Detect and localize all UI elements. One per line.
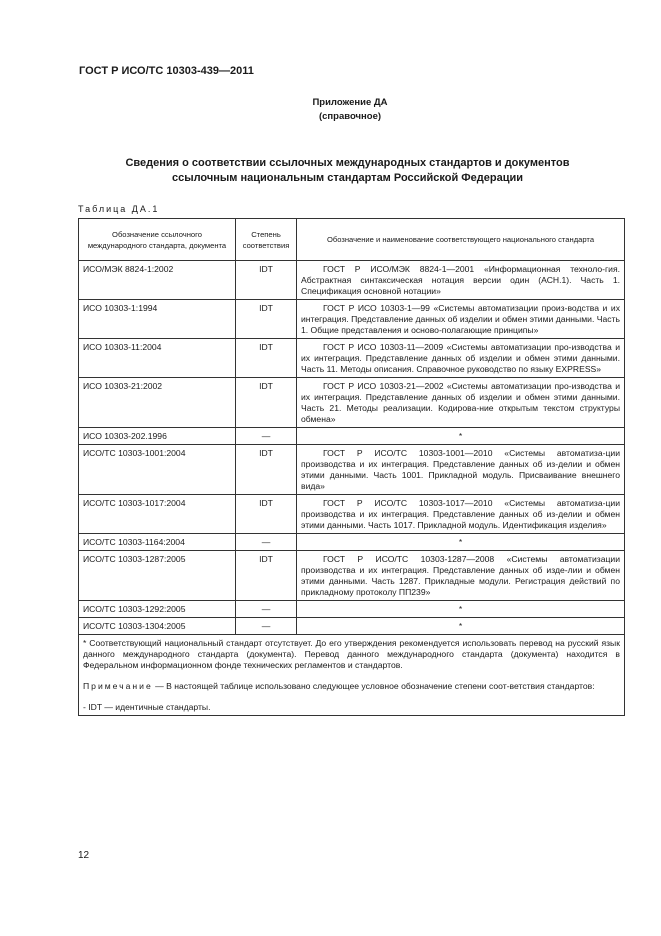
cell-national-text: ГОСТ Р ИСО 10303-21—2002 «Системы автоматизации про-изводства и их интеграция. Представление данных об изделии и обмен этими данными. Часть 21. Методы реализации. Кодирова-ние открытым текстом структуры обмена» xyxy=(301,381,620,424)
table-row xyxy=(79,378,625,428)
title-line-1: Сведения о соответствии ссылочных международных стандартов и документов xyxy=(125,157,570,169)
note-item: - IDT — идентичные стандарты. xyxy=(83,702,211,712)
cell-reference: ИСО/ТС 10303-1001:2004 xyxy=(79,445,236,495)
cell-degree: — xyxy=(236,428,297,445)
note-label: Примечание xyxy=(83,681,153,691)
table-label: Таблица ДА.1 xyxy=(78,204,160,214)
cell-national-text: ГОСТ Р ИСО/ТС 10303-1287—2008 «Системы автоматизации производства и их интеграция. Представление данных об изде-лии и обмен этими данными. Часть 1287. Прикладные модули. Регистрация действий по прикладному протоколу ПП239» xyxy=(301,554,620,597)
note-paragraph xyxy=(83,681,620,692)
cell-degree: IDT xyxy=(236,445,297,495)
table-row xyxy=(79,534,625,551)
cell-national-text: ГОСТ Р ИСО 10303-11—2009 «Системы автоматизации про-изводства и их интеграция. Представление данных об изделии и обмен этими данными. Часть 11. Методы описания. Справочное руководство по языку EXPRESS» xyxy=(301,342,620,374)
table-footnote xyxy=(79,635,625,716)
cell-national xyxy=(297,495,625,534)
cell-reference: ИСО 10303-1:1994 xyxy=(79,300,236,339)
cell-reference: ИСО 10303-21:2002 xyxy=(79,378,236,428)
table-footnote-row xyxy=(79,635,625,716)
cell-national xyxy=(297,339,625,378)
table-row xyxy=(79,495,625,534)
cell-national: * xyxy=(297,601,625,618)
appendix-heading xyxy=(250,96,450,124)
cell-national: * xyxy=(297,618,625,635)
footnote-text: * Соответствующий национальный стандарт отсутствует. До его утверждения рекомендуется использовать перевод на русский язык данного международного стандарта (документа). Перевод данного международного стандарта (документа) находится в Федеральном информационном фонде технических регламентов и стандартов. xyxy=(83,638,620,670)
cell-national: * xyxy=(297,428,625,445)
table-row xyxy=(79,551,625,601)
cell-reference: ИСО/ТС 10303-1287:2005 xyxy=(79,551,236,601)
cell-degree: IDT xyxy=(236,300,297,339)
note-text: — В настоящей таблице использовано следующее условное обозначение степени соот-ветствия стандартов: xyxy=(152,681,595,691)
header-reference: Обозначение ссылочного международного стандарта, документа xyxy=(79,219,236,261)
cell-national xyxy=(297,300,625,339)
table-row xyxy=(79,445,625,495)
cell-reference: ИСО 10303-11:2004 xyxy=(79,339,236,378)
cell-national-text: ГОСТ Р ИСО/МЭК 8824-1—2001 «Информационная техноло-гия. Абстрактная синтаксическая нотация версии один (АСН.1). Часть 1. Спецификация основной нотации» xyxy=(301,264,620,296)
cell-national xyxy=(297,445,625,495)
correspondence-table xyxy=(78,218,625,716)
table-header-row xyxy=(79,219,625,261)
cell-national-text: ГОСТ Р ИСО/ТС 10303-1001—2010 «Системы автоматиза-ции производства и их интеграция. Представление данных об из-делии и обмен этими данными. Часть 1001. Прикладной модуль. Присваивание внешнего вида» xyxy=(301,448,620,491)
cell-national: * xyxy=(297,534,625,551)
cell-reference: ИСО/ТС 10303-1017:2004 xyxy=(79,495,236,534)
table-row xyxy=(79,339,625,378)
cell-degree: IDT xyxy=(236,378,297,428)
cell-national xyxy=(297,261,625,300)
cell-degree: — xyxy=(236,534,297,551)
cell-reference: ИСО/МЭК 8824-1:2002 xyxy=(79,261,236,300)
table-row xyxy=(79,618,625,635)
cell-degree: IDT xyxy=(236,495,297,534)
cell-degree: IDT xyxy=(236,339,297,378)
cell-reference: ИСО/ТС 10303-1164:2004 xyxy=(79,534,236,551)
page-title xyxy=(95,156,600,186)
cell-degree: IDT xyxy=(236,551,297,601)
header-national: Обозначение и наименование соответствующего национального стандарта xyxy=(297,219,625,261)
cell-national xyxy=(297,551,625,601)
cell-reference: ИСО/ТС 10303-1304:2005 xyxy=(79,618,236,635)
table-row xyxy=(79,601,625,618)
cell-reference: ИСО 10303-202.1996 xyxy=(79,428,236,445)
cell-degree: IDT xyxy=(236,261,297,300)
page-number: 12 xyxy=(78,850,90,861)
cell-national-text: ГОСТ Р ИСО 10303-1—99 «Системы автоматизации произ-водства и их интеграция. Представление данных об изделии и обмен этими данными. Часть 1. Общие представления и осново-полагающие принципы» xyxy=(301,303,620,335)
table-row xyxy=(79,261,625,300)
document-code: ГОСТ Р ИСО/ТС 10303-439—2011 xyxy=(79,65,254,77)
cell-national-text: ГОСТ Р ИСО/ТС 10303-1017—2010 «Системы автоматиза-ции производства и их интеграция. Представление данных об из-делии и обмен этими данными. Часть 1017. Прикладной модуль. Идентификация изделия» xyxy=(301,498,620,530)
title-line-2: ссылочным национальным стандартам Российской Федерации xyxy=(171,172,524,184)
appendix-title: Приложение ДА xyxy=(312,97,388,108)
cell-degree: — xyxy=(236,618,297,635)
header-degree: Степень соответствия xyxy=(236,219,297,261)
table-row xyxy=(79,428,625,445)
appendix-subtitle: (справочное) xyxy=(318,111,382,122)
cell-reference: ИСО/ТС 10303-1292:2005 xyxy=(79,601,236,618)
cell-national xyxy=(297,378,625,428)
table-row xyxy=(79,300,625,339)
cell-degree: — xyxy=(236,601,297,618)
